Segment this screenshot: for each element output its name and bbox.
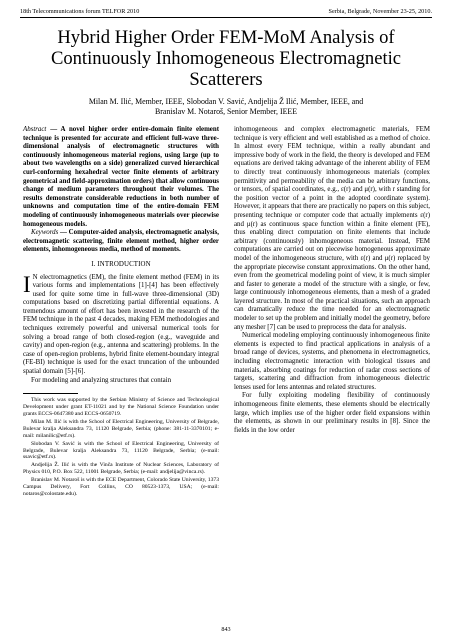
- footnote-author-3: Andjelija Ž. Ilić is with the Vinča Institute of Nuclear Sciences, Laboratory of Physics 010, P.O. Box 522, 11001 Belgrade, Serbia; (e-mail: andjelija@vinca.rs).: [23, 462, 219, 476]
- footnote-funding: This work was supported by the Serbian Ministry of Science and Technological Development under grant ET-11021 and by the National Science Foundation under grants ECCS-0647380 and ECCS-0650719.: [23, 397, 219, 418]
- title-line-2: Continuously Inhomogeneous Electromagnetic: [50, 48, 402, 69]
- keywords-text: — Computer-aided analysis, electromagnetic analysis, electromagnetic scattering, finite element method, higher order elements, inhomogeneous media, method of moments.: [23, 229, 219, 254]
- right-column: [234, 126, 430, 435]
- left-column: [23, 126, 219, 499]
- author-list: [20, 97, 432, 117]
- section-heading-introduction: I. INTRODUCTION: [91, 260, 151, 268]
- keywords: [23, 229, 219, 255]
- footnotes: [23, 397, 219, 498]
- intro-text-1: N electromagnetics (EM), the finite element method (FEM) in its various forms and implementations [1]-[4] has been effectively used for quite some time in full-wave three-dimensional (3D) computations based on discretizing partial differential equations. A tremendous amount of effort has been invested in the research of the FEM technique in the past 4 decades, making FEM methodologies and techniques extremely powerful and universal numerical tools for solving a broad range of both closed-region (e.g., waveguide and cavity) and open-region (e.g., antenna and scattering) problems. In the case of open-region problems, hybrid finite element-boundary integral (FE-BI) technique is used for the exact truncation of the unbounded spatial domain [5]-[6].: [23, 273, 219, 376]
- authors-line-2: Branislav M. Notaroš, Senior Member, IEEE: [154, 107, 298, 116]
- footnote-rule: [23, 393, 78, 394]
- footnote-author-2: Slobodan V. Savić is with the School of Electrical Engineering, University of Belgrade, Bulevar kralja Aleksandra 73, 11120 Belgrade, Serbia; (e-mail: ssavic@etf.rs).: [23, 440, 219, 461]
- body-paragraph-1: inhomogeneous and complex electromagnetic materials, FEM technique is very efficient and well established as a method of choice. In almost every FEM technique, within a really abundant and impressive body of work in the field, the theory is developed and FEM equations are derived taking advantage of the inherent ability of FEM to directly treat continuously inhomogeneous materials (complex permittivity and permeability of the media can be arbitrary functions, or tensors, of spatial coordinates, e.g., ε(r) and μ(r), with r standing for the position vector of a point in the adopted coordinate system). However, it appears that there are practically no papers on this subject, presenting technique or computer code that actually implements ε(r) and μ(r) as continuous space function within a finite element (FE), thus enabling direct computation on finite elements that include arbitrary (continuously) inhomogeneous material. Instead, FEM computations are carried out on piecewise homogeneous approximate model of the inhomogeneous structure, with ε(r) and μ(r) replaced by the appropriate piecewise constant approximations. On the other hand, even from the geometrical modeling point of view, it is much simpler and faster to generate a model of the structure with a single, or few, large continuously inhomogeneous elements, than a mesh of a graded layered structure. In most of the practical situations, such an approach can dramatically reduce the time needed for an electromagnetic modeler to set up the problem and initially model the geometry, before any mesher [7] can be used to preprocess the data for analysis.: [234, 126, 430, 331]
- intro-paragraph-1: [23, 271, 219, 377]
- page-number: 843: [221, 626, 231, 633]
- intro-paragraph-2: For modeling and analyzing structures that contain: [31, 376, 172, 384]
- footnote-author-4: Branislav M. Notaroš is with the ECE Department, Colorado State University, 1373 Campus Delivery, Fort Collins, CO 80523-1373, USA; (e-mail: notaros@colostate.edu).: [23, 477, 219, 497]
- header-conference: 18th Telecommunications forum TELFOR 2010: [20, 8, 140, 15]
- drop-cap: I: [23, 271, 31, 297]
- body-paragraph-3: For fully exploiting modeling flexibility of continuously inhomogeneous finite elements, these elements should be electrically large, which implies use of the higher order field expansions within the elements, as shown in our preliminary results in [8]. Since the fields in the low order: [234, 392, 430, 434]
- keywords-label: Keywords: [31, 229, 59, 237]
- title-line-1: Hybrid Higher Order FEM-MoM Analysis of: [57, 27, 395, 48]
- authors-line-1: Milan M. Ilić, Member, IEEE, Slobodan V. Savić, Andjelija Ž Ilić, Member, IEEE, and: [88, 97, 364, 106]
- header-location-date: Serbia, Belgrade, November 23-25, 2010.: [328, 8, 432, 15]
- abstract-text: — A novel higher order entire-domain finite element technique is presented for accurate and efficient full-wave three-dimensional analysis of electromagnetic structures with continuously inhomogeneous material regions, using large (up to about two wavelengths on a side) generalized curved hierarchical curl-conforming hexahedral vector finite elements of arbitrary geometrical and field-approximation orders) that allow continuous change of medium parameters throughout their volumes. The results demonstrate considerable reductions in both number of unknowns and computation time of the entire-domain FEM modeling of continuously inhomogeneous materials over piecewise homogeneous models.: [23, 126, 219, 228]
- abstract-label: Abstract: [23, 126, 47, 133]
- body-paragraph-2: Numerical modeling employing continuously inhomogeneous finite elements is expected to find practical applications in analysis of a broad range of devices, systems, and phenomena in electromagnetics, including electromagnetic interaction with biological tissues and materials, absorbing coatings for reduction of radar cross sections of targets, scattering and diffraction from inhomogeneous dielectric lenses used for lens antennas and related structures.: [234, 332, 430, 391]
- title-line-3: Scatterers: [189, 69, 263, 90]
- footnote-author-1: Milan M. Ilić is with the School of Electrical Engineering, University of Belgrade, Bulevar kralja Aleksandra 73, 11120 Belgrade, Serbia; (phone: 381-11-3370101; e-mail: milanilic@etf.rs).: [23, 418, 219, 439]
- running-header: [20, 8, 432, 15]
- paper-title: [20, 27, 432, 90]
- abstract: [23, 126, 219, 229]
- header-rule: [20, 17, 432, 18]
